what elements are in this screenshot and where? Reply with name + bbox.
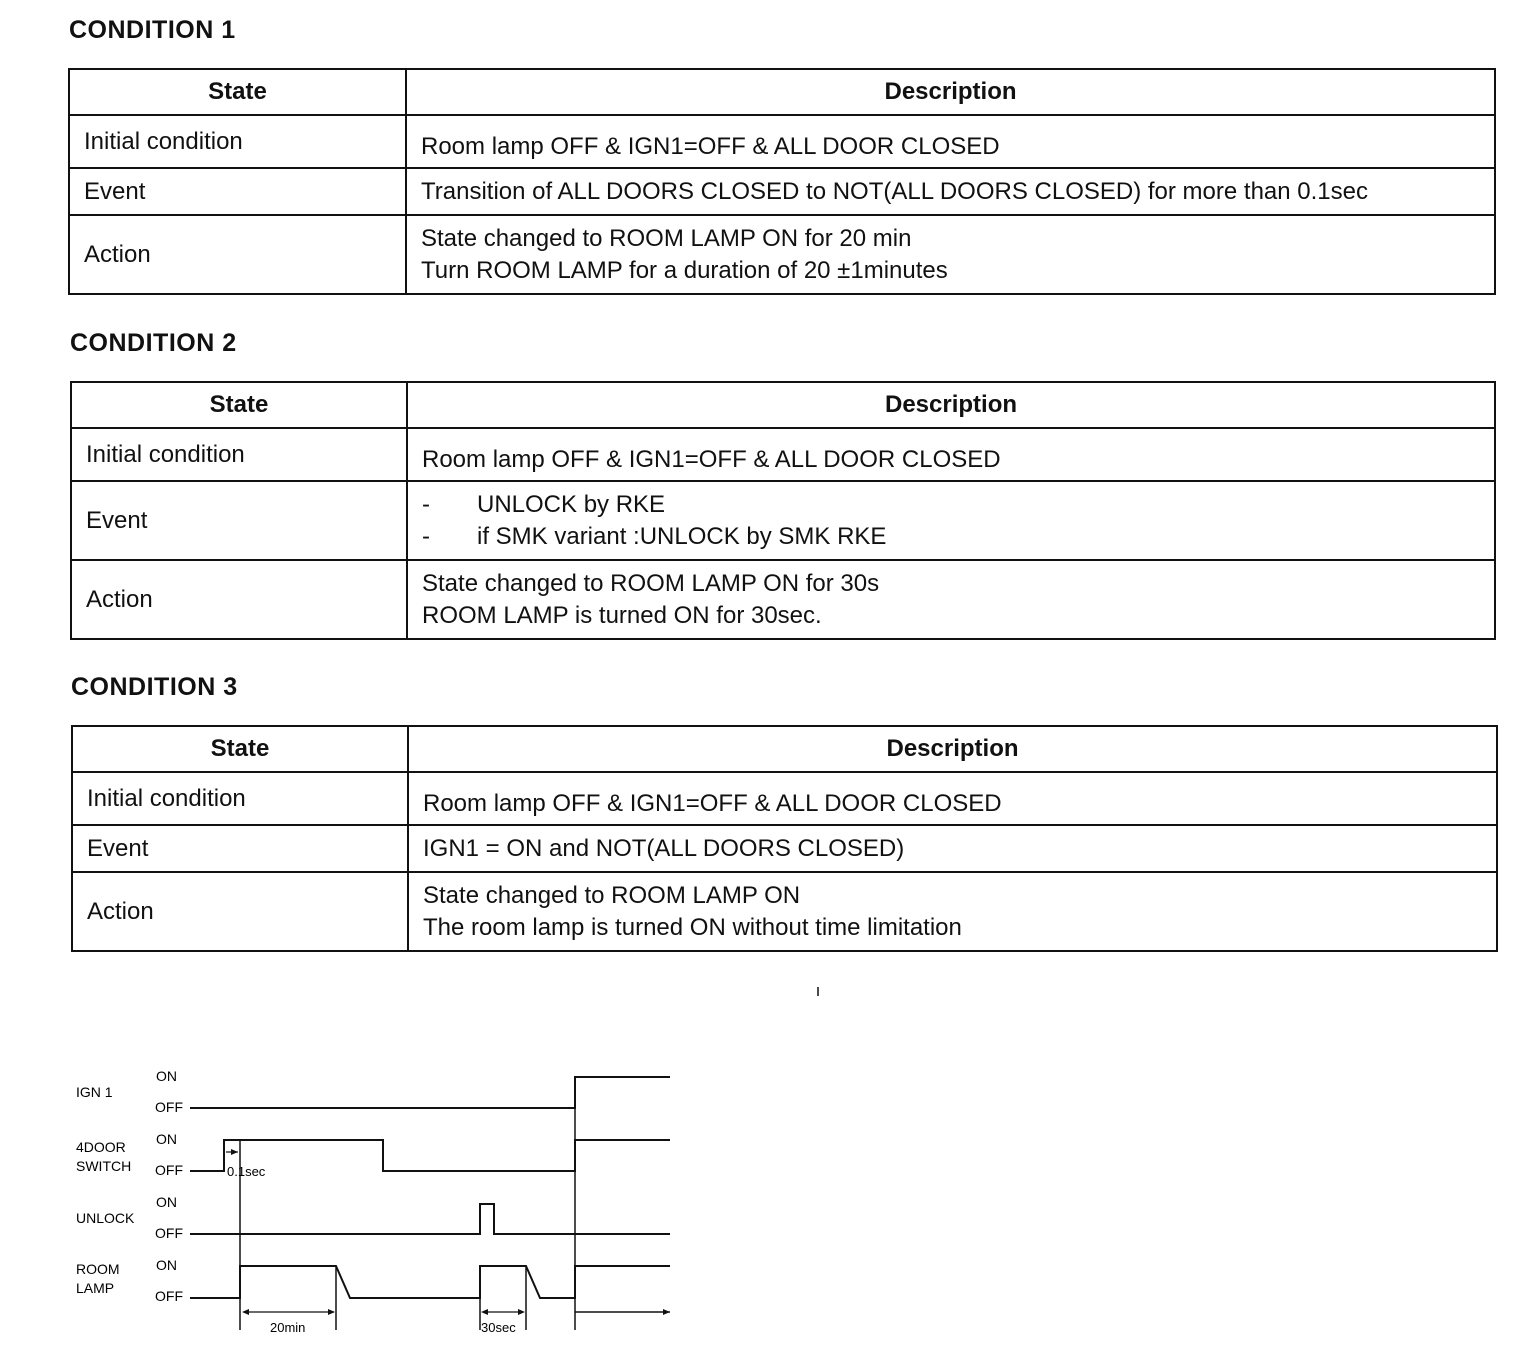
condition-1-title: CONDITION 1 <box>69 16 236 44</box>
state-cell-action: Action <box>72 872 408 951</box>
state-cell-action: Action <box>69 215 406 294</box>
door-switch-label-line2: SWITCH <box>76 1158 132 1174</box>
description-cell-initial: Room lamp OFF & IGN1=OFF & ALL DOOR CLOSED <box>408 772 1497 825</box>
state-cell-event: Event <box>71 481 407 560</box>
ign1-on-level: ON <box>156 1068 177 1084</box>
state-cell-initial: Initial condition <box>69 115 406 168</box>
event-list-text: UNLOCK by RKE <box>477 490 666 518</box>
condition-3-title: CONDITION 3 <box>71 673 238 701</box>
unlock-off-level: OFF <box>155 1225 183 1241</box>
ign1-off-level: OFF <box>155 1099 183 1115</box>
dimension-arrow-left-icon <box>481 1309 488 1315</box>
state-header: State <box>71 382 407 428</box>
door-on-level: ON <box>156 1131 177 1147</box>
description-cell-initial: Room lamp OFF & IGN1=OFF & ALL DOOR CLOSED <box>406 115 1495 168</box>
event-list-text: if SMK variant :UNLOCK by SMK RKE <box>477 522 887 550</box>
ign1-label: IGN 1 <box>76 1084 113 1100</box>
room-lamp-label-line2: LAMP <box>76 1280 115 1296</box>
state-cell-initial: Initial condition <box>71 428 407 481</box>
description-line: State changed to ROOM LAMP ON for 20 min <box>421 224 912 252</box>
lamp-on-level: ON <box>156 1257 177 1273</box>
description-header: Description <box>406 69 1495 115</box>
unlock-label: UNLOCK <box>76 1210 135 1226</box>
duration-30sec-label: 30sec <box>481 1320 516 1335</box>
description-cell-event: Transition of ALL DOORS CLOSED to NOT(ALL DOORS CLOSED) for more than 0.1sec <box>406 168 1495 215</box>
room-lamp-waveform <box>190 1266 670 1298</box>
state-header: State <box>72 726 408 772</box>
description-line: The room lamp is turned ON without time limitation <box>423 913 962 941</box>
description-line: ROOM LAMP is turned ON for 30sec. <box>422 601 822 629</box>
dimension-arrow-right-icon <box>328 1309 335 1315</box>
description-line: State changed to ROOM LAMP ON for 30s <box>422 569 880 597</box>
unlock-waveform <box>190 1204 670 1234</box>
state-cell-event: Event <box>72 825 408 872</box>
duration-20min-label: 20min <box>270 1320 306 1335</box>
dimension-arrow-left-icon <box>242 1309 249 1315</box>
description-header: Description <box>407 382 1495 428</box>
description-line: State changed to ROOM LAMP ON <box>423 881 801 909</box>
description-header: Description <box>408 726 1497 772</box>
state-cell-event: Event <box>69 168 406 215</box>
condition-2-title: CONDITION 2 <box>70 329 237 357</box>
description-cell-event: IGN1 = ON and NOT(ALL DOORS CLOSED) <box>408 825 1497 872</box>
pulse-width-label: 0.1sec <box>227 1164 266 1179</box>
unlock-on-level: ON <box>156 1194 177 1210</box>
bullet-dash: - <box>422 522 430 550</box>
dimension-arrow-right-icon <box>518 1309 525 1315</box>
state-header: State <box>69 69 406 115</box>
state-cell-action: Action <box>71 560 407 639</box>
door-switch-label-line1: 4DOOR <box>76 1139 126 1155</box>
state-cell-initial: Initial condition <box>72 772 408 825</box>
description-cell-initial: Room lamp OFF & IGN1=OFF & ALL DOOR CLOSED <box>407 428 1495 481</box>
ign1-waveform <box>190 1077 670 1108</box>
description-line: Turn ROOM LAMP for a duration of 20 ±1minutes <box>421 256 948 284</box>
lamp-off-level: OFF <box>155 1288 183 1304</box>
room-lamp-label-line1: ROOM <box>76 1261 120 1277</box>
bullet-dash: - <box>422 490 430 518</box>
door-off-level: OFF <box>155 1162 183 1178</box>
